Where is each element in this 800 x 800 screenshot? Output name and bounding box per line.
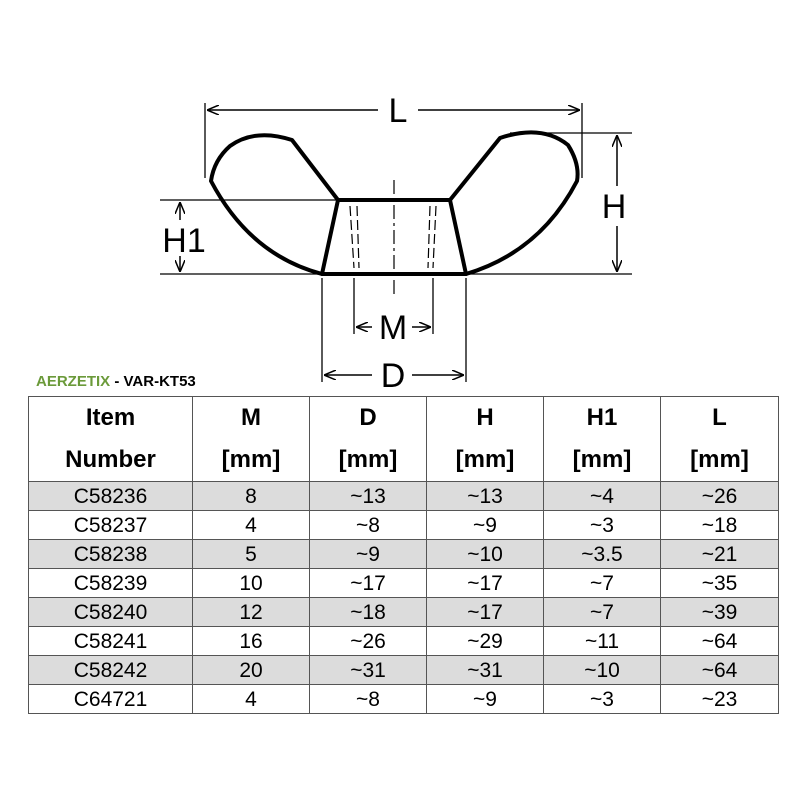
cell-m: 8	[193, 482, 310, 511]
cell-h1: ~7	[544, 598, 661, 627]
cell-h: ~17	[427, 598, 544, 627]
cell-h: ~17	[427, 569, 544, 598]
cell-l: ~64	[661, 656, 779, 685]
cell-item-number: C58242	[29, 656, 193, 685]
cell-item-number: C58238	[29, 540, 193, 569]
table-header-row	[29, 397, 779, 482]
cell-l: ~18	[661, 511, 779, 540]
header-d	[310, 397, 427, 482]
cell-item-number: C58240	[29, 598, 193, 627]
header-line-2: [mm]	[455, 446, 515, 473]
cell-l: ~26	[661, 482, 779, 511]
table-row	[29, 569, 779, 598]
cell-d: ~9	[310, 540, 427, 569]
table-row	[29, 598, 779, 627]
cell-l: ~35	[661, 569, 779, 598]
table-row	[29, 482, 779, 511]
cell-h1: ~3	[544, 685, 661, 714]
dim-label-H1: H1	[162, 222, 206, 260]
dim-label-L: L	[388, 92, 408, 130]
header-line-2: [mm]	[221, 446, 281, 473]
cell-h1: ~10	[544, 656, 661, 685]
table-row	[29, 540, 779, 569]
wing-nut-outline	[211, 132, 578, 274]
table-row	[29, 656, 779, 685]
cell-m: 20	[193, 656, 310, 685]
header-line-1: D	[359, 404, 377, 431]
model-number: VAR-KT53	[123, 373, 196, 390]
cell-d: ~8	[310, 685, 427, 714]
brand-label	[36, 372, 196, 392]
cell-item-number: C64721	[29, 685, 193, 714]
header-item-number	[29, 397, 193, 482]
cell-l: ~39	[661, 598, 779, 627]
header-line-1: H1	[586, 404, 618, 431]
cell-d: ~13	[310, 482, 427, 511]
cell-h: ~31	[427, 656, 544, 685]
cell-m: 12	[193, 598, 310, 627]
header-h	[427, 397, 544, 482]
cell-m: 4	[193, 685, 310, 714]
cell-h: ~9	[427, 511, 544, 540]
cell-item-number: C58236	[29, 482, 193, 511]
spec-table	[28, 396, 779, 714]
table-row	[29, 627, 779, 656]
cell-m: 16	[193, 627, 310, 656]
header-line-1: H	[476, 404, 494, 431]
cell-m: 10	[193, 569, 310, 598]
cell-h1: ~4	[544, 482, 661, 511]
cell-item-number: C58239	[29, 569, 193, 598]
cell-d: ~18	[310, 598, 427, 627]
brand-name: AERZETIX	[36, 373, 111, 390]
cell-h1: ~7	[544, 569, 661, 598]
dim-label-M: M	[378, 309, 408, 347]
header-line-1: Item	[85, 404, 136, 431]
cell-l: ~64	[661, 627, 779, 656]
header-line-1: M	[241, 404, 261, 431]
header-h1	[544, 397, 661, 482]
cell-m: 5	[193, 540, 310, 569]
cell-d: ~8	[310, 511, 427, 540]
cell-d: ~26	[310, 627, 427, 656]
cell-h: ~9	[427, 685, 544, 714]
header-line-1: L	[712, 404, 727, 431]
header-m	[193, 397, 310, 482]
header-line-2: Number	[65, 446, 156, 473]
cell-h1: ~3.5	[544, 540, 661, 569]
cell-m: 4	[193, 511, 310, 540]
cell-h1: ~11	[544, 627, 661, 656]
cell-l: ~21	[661, 540, 779, 569]
header-line-2: [mm]	[690, 446, 749, 473]
header-line-2: [mm]	[338, 446, 398, 473]
brand-separator: -	[110, 373, 124, 390]
cell-item-number: C58237	[29, 511, 193, 540]
cell-item-number: C58241	[29, 627, 193, 656]
cell-d: ~31	[310, 656, 427, 685]
cell-l: ~23	[661, 685, 779, 714]
cell-d: ~17	[310, 569, 427, 598]
wing-nut-diagram	[0, 0, 800, 390]
dim-label-D: D	[380, 357, 406, 390]
thread-lines	[350, 180, 436, 296]
cell-h1: ~3	[544, 511, 661, 540]
cell-h: ~29	[427, 627, 544, 656]
cell-h: ~13	[427, 482, 544, 511]
table-row	[29, 511, 779, 540]
header-l	[661, 397, 779, 482]
dim-label-H: H	[601, 188, 627, 226]
cell-h: ~10	[427, 540, 544, 569]
table-row	[29, 685, 779, 714]
header-line-2: [mm]	[572, 446, 632, 473]
